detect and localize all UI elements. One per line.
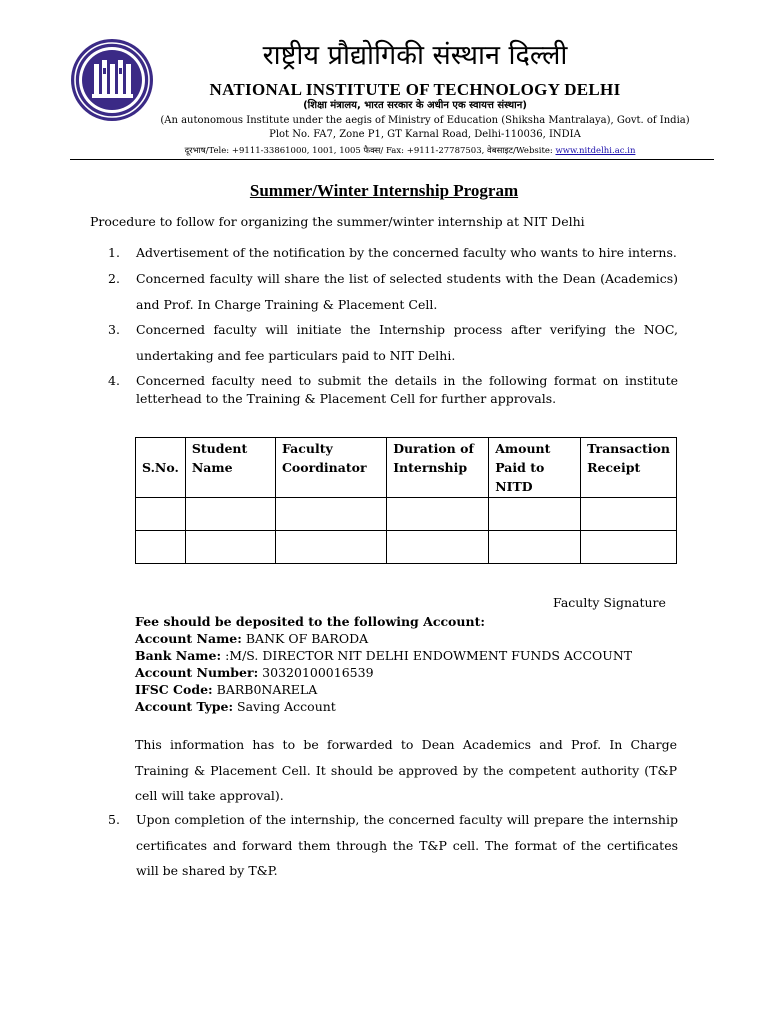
account-type-value: Saving Account: [233, 699, 336, 714]
step-text: Concerned faculty will share the list of selected students with the Dean (Academics) and Prof. In Charge Training & Placement Cell.: [136, 271, 678, 312]
account-number-value: 30320100016539: [258, 665, 374, 680]
table-header-cell: Duration of Internship: [387, 438, 489, 498]
table-cell: [275, 498, 386, 531]
header-divider: [70, 159, 714, 160]
website-link[interactable]: www.nitdelhi.ac.in: [555, 146, 636, 156]
table-cell: [581, 531, 677, 564]
table-cell: [185, 531, 275, 564]
step-text: Concerned faculty will initiate the Internship process after verifying the NOC, undertaking and fee particulars paid to NIT Delhi.: [136, 322, 678, 363]
faculty-signature-label: Faculty Signature: [553, 595, 666, 610]
table-header-cell: Student Name: [185, 438, 275, 498]
contact-text: दूरभाष/Tele: +9111-33861000, 1001, 1005 फैक्स/ Fax: +9111-27787503, वेबसाइट/Website:: [184, 146, 556, 156]
table-header-cell: Faculty Coordinator: [275, 438, 386, 498]
nit-delhi-logo-icon: [70, 38, 154, 122]
table-row: [136, 498, 677, 531]
table-row: [136, 531, 677, 564]
fee-account-details: [135, 613, 632, 715]
table-cell: [387, 498, 489, 531]
account-number-label: Account Number:: [135, 665, 259, 680]
account-name-line: [135, 630, 632, 647]
table-cell: [136, 531, 186, 564]
english-institute-name: NATIONAL INSTITUTE OF TECHNOLOGY DELHI: [209, 80, 621, 99]
details-table: [135, 437, 677, 564]
bank-name-label: Bank Name:: [135, 648, 222, 663]
step-2: [108, 266, 678, 317]
step-3: [108, 317, 678, 368]
forwarding-info: This information has to be forwarded to Dean Academics and Prof. In Charge Training & Placement Cell. It should be approved by the competent authority (T&P cell will take approval).: [135, 737, 677, 803]
step-number: 4.: [108, 373, 120, 388]
ifsc-line: [135, 681, 632, 698]
fee-heading: Fee should be deposited to the following Account:: [135, 614, 485, 629]
account-name-value: BANK OF BARODA: [241, 631, 369, 646]
account-name-label: Account Name:: [135, 631, 242, 646]
hindi-subtitle: (शिक्षा मंत्रालय, भारत सरकार के अधीन एक स्वायत्त संस्थान): [303, 100, 527, 111]
step-text: Upon completion of the internship, the concerned faculty will prepare the internship certificates and forward them through the T&P cell. The format of the certificates will be shared by T&P.: [136, 812, 678, 878]
table-cell: [136, 498, 186, 531]
step-number: 1.: [108, 245, 120, 260]
document-title: Summer/Winter Internship Program: [249, 181, 519, 200]
bank-name-value: :M/S. DIRECTOR NIT DELHI ENDOWMENT FUNDS ACCOUNT: [221, 648, 633, 663]
table-cell: [275, 531, 386, 564]
table-header-row: [136, 438, 677, 498]
table-cell: [489, 498, 581, 531]
step-4: [108, 372, 678, 408]
table-cell: [387, 531, 489, 564]
step-5: [108, 807, 678, 884]
step-text: Advertisement of the notification by the concerned faculty who wants to hire interns.: [136, 245, 677, 260]
account-number-line: [135, 664, 632, 681]
english-subtitle: (An autonomous Institute under the aegis of Ministry of Education (Shiksha Mantralaya), Govt. of India): [160, 115, 690, 126]
hindi-institute-name: राष्ट्रीय प्रौद्योगिकी संस्थान दिल्ली: [262, 40, 568, 71]
table-header-cell: Transaction Receipt: [581, 438, 677, 498]
address: Plot No. FA7, Zone P1, GT Karnal Road, Delhi-110036, INDIA: [269, 129, 581, 140]
table-cell: [581, 498, 677, 531]
table-cell: [489, 531, 581, 564]
intro-text: Procedure to follow for organizing the summer/winter internship at NIT Delhi: [90, 214, 585, 229]
contact-line: [100, 145, 720, 157]
table-header-cell: S.No.: [136, 438, 186, 498]
step-number: 5.: [108, 812, 120, 827]
bank-name-line: [135, 647, 632, 664]
account-type-label: Account Type:: [135, 699, 234, 714]
step-number: 3.: [108, 322, 120, 337]
table-header-cell: Amount Paid to NITD: [489, 438, 581, 498]
ifsc-label: IFSC Code:: [135, 682, 213, 697]
account-type-line: [135, 698, 632, 715]
step-number: 2.: [108, 271, 120, 286]
ifsc-value: BARB0NARELA: [212, 682, 318, 697]
table-cell: [185, 498, 275, 531]
step-1: [108, 240, 678, 266]
step-text: Concerned faculty need to submit the details in the following format on institute letterhead to the Training & Placement Cell for further approvals.: [136, 373, 678, 406]
